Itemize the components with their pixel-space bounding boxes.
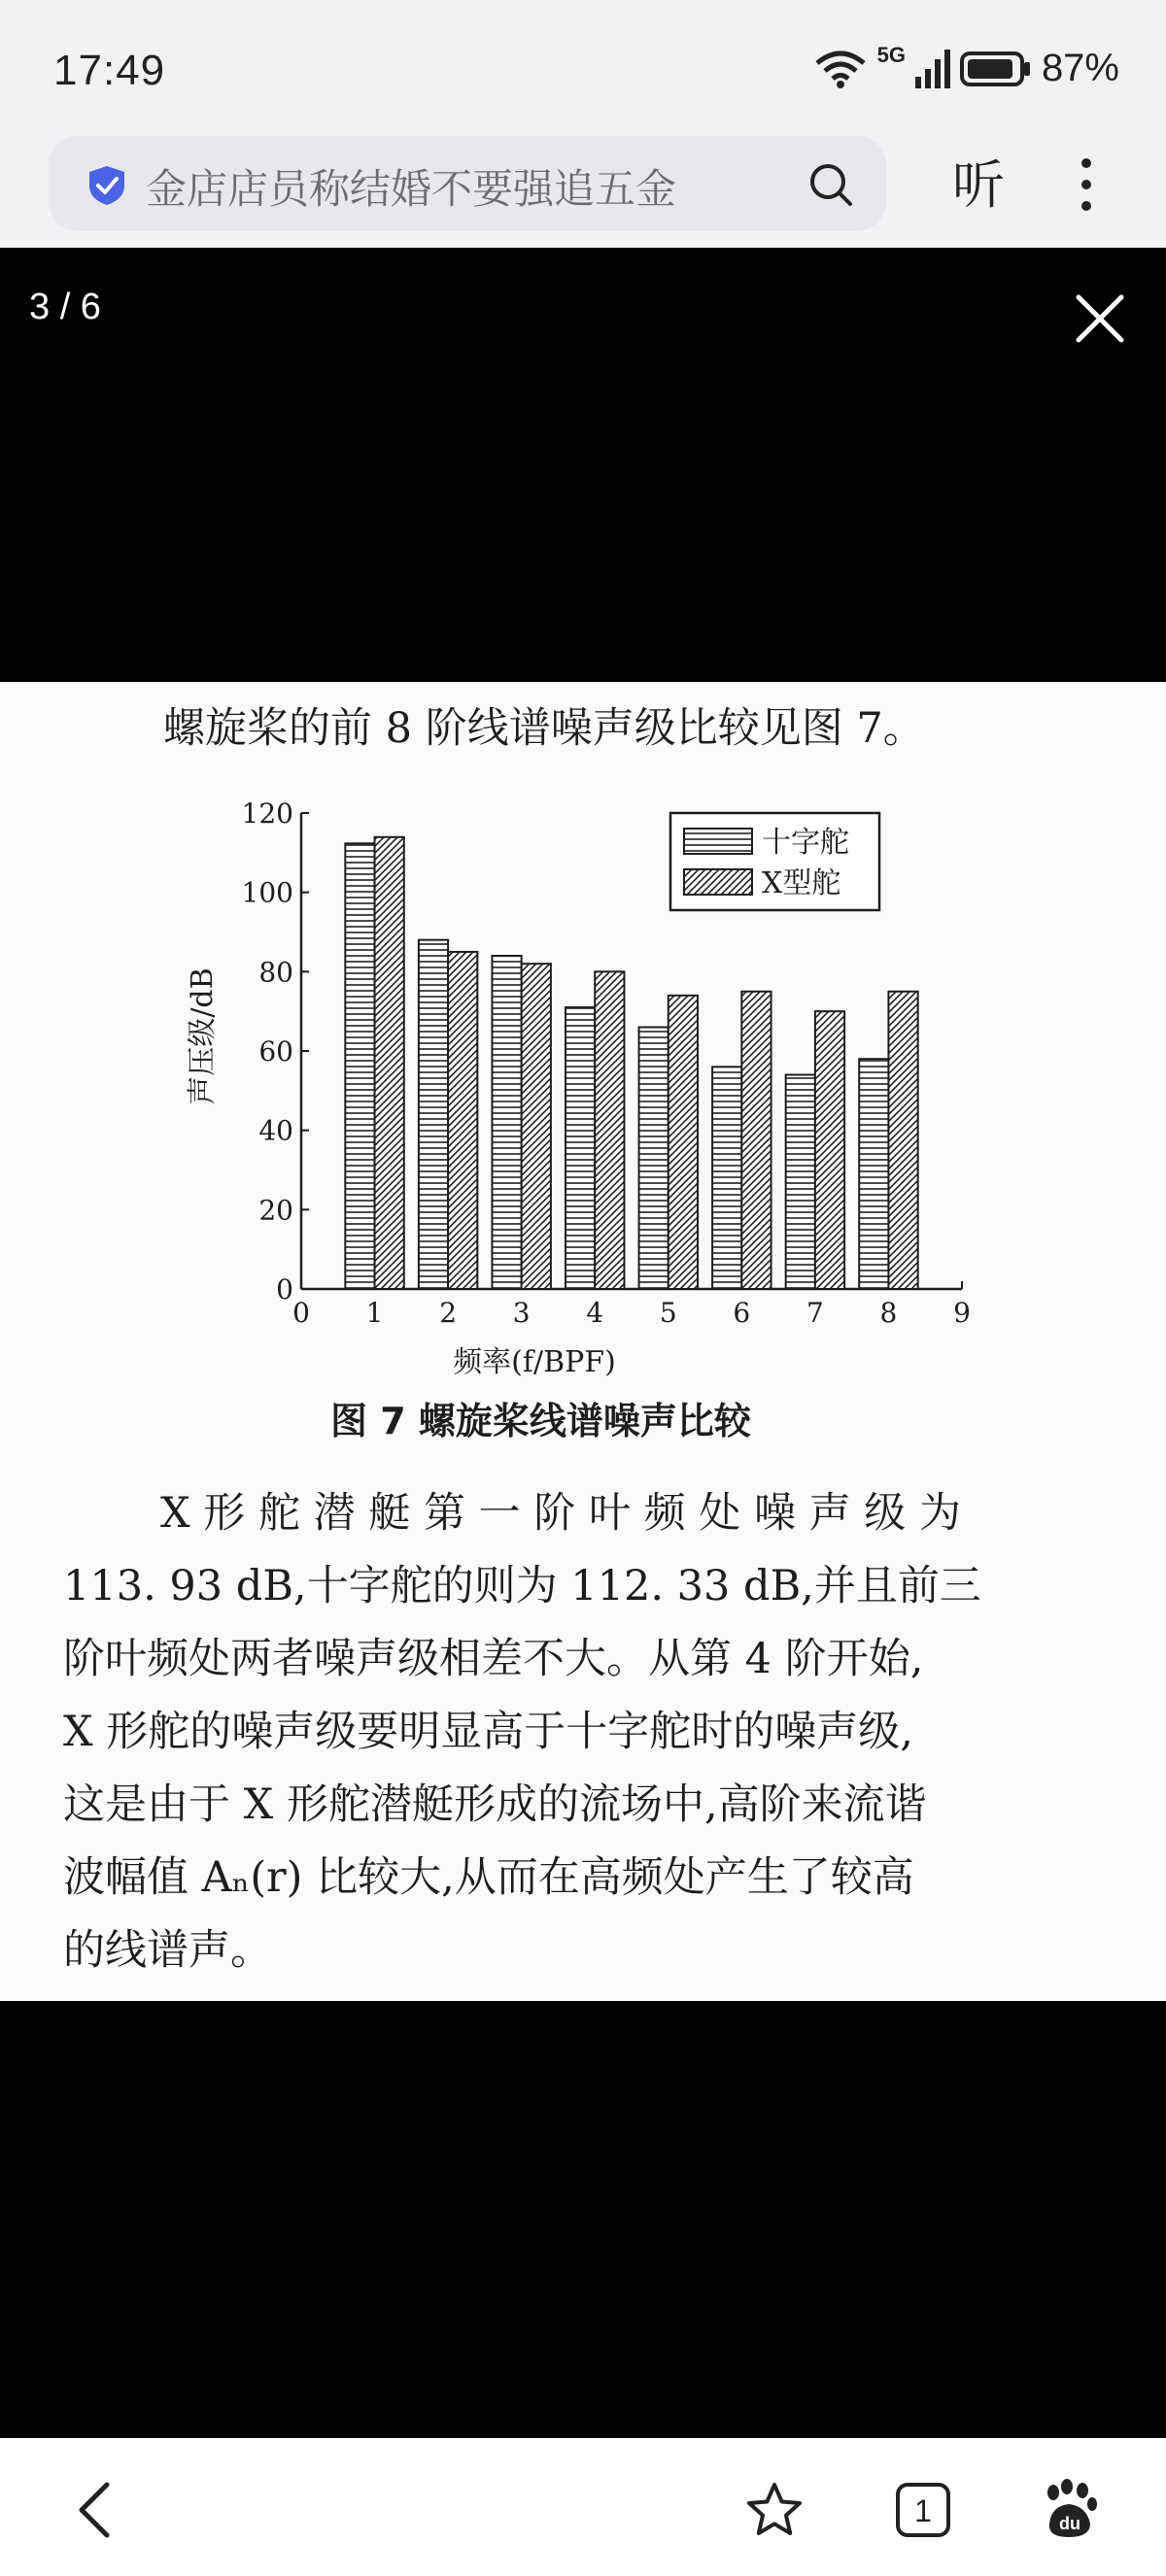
y-tick-label: 40: [258, 1114, 293, 1147]
intro-text: 螺旋桨的前 8 阶线谱噪声级比较见图 7。: [163, 704, 925, 753]
figure-caption: 图 7 螺旋桨线谱噪声比较: [330, 1400, 751, 1442]
shield-check-icon: [86, 164, 128, 207]
bottom-navigation: [0, 2438, 1166, 2576]
x-tick-label: 8: [879, 1297, 898, 1329]
battery-level: 87%: [1041, 47, 1119, 89]
x-tick-label: 1: [365, 1297, 384, 1329]
bar-x-rudder: [741, 992, 771, 1289]
baidu-paw-icon[interactable]: [1038, 2479, 1100, 2541]
bar-cross-rudder: [786, 1075, 815, 1290]
svg-text:du: du: [1059, 2514, 1080, 2533]
document-image: [0, 682, 1166, 2001]
more-options-icon[interactable]: [1079, 155, 1094, 214]
x-tick-label: 4: [586, 1297, 604, 1329]
wifi-icon: [813, 50, 868, 88]
y-tick-label: 80: [258, 956, 293, 989]
bar-chart: [165, 784, 1001, 1386]
bar-cross-rudder: [639, 1028, 669, 1290]
x-tick-label: 5: [659, 1297, 677, 1329]
bar-x-rudder: [815, 1011, 844, 1289]
star-icon[interactable]: [743, 2479, 806, 2541]
search-query[interactable]: 金店店员称结婚不要强追五金: [146, 165, 677, 213]
status-icons: [813, 42, 1119, 90]
bar-cross-rudder: [566, 1007, 595, 1289]
legend-label: 十字舵: [762, 826, 849, 860]
body-line: X 形舵的噪声级要明显高于十字舵时的噪声级,: [63, 1708, 913, 1756]
battery-icon: [960, 50, 1032, 88]
x-tick-label: 6: [733, 1297, 751, 1329]
x-tick-label: 3: [512, 1297, 531, 1329]
bar-cross-rudder: [859, 1059, 888, 1289]
y-tick-label: 100: [241, 876, 293, 909]
legend-label: X型舵: [762, 866, 841, 900]
search-icon[interactable]: [806, 160, 855, 209]
bar-x-rudder: [669, 996, 698, 1289]
status-bar: [0, 0, 1166, 126]
bar-x-rudder: [522, 964, 551, 1289]
x-tick-label: 9: [953, 1297, 971, 1329]
bar-cross-rudder: [419, 940, 448, 1289]
bar-x-rudder: [888, 992, 917, 1289]
body-line: X 形 舵 潜 艇 第 一 阶 叶 频 处 噪 声 级 为: [160, 1489, 961, 1538]
back-icon[interactable]: [66, 2479, 128, 2541]
y-tick-label: 20: [258, 1194, 293, 1227]
x-axis-title: 频率(f/BPF): [453, 1345, 616, 1379]
body-line: 这是由于 X 形舵潜艇形成的流场中,高阶来流谐: [63, 1780, 927, 1829]
bar-cross-rudder: [492, 956, 521, 1289]
top-bar: [0, 0, 1166, 248]
x-tick-label: 2: [439, 1297, 458, 1329]
image-counter: 3 / 6: [29, 287, 101, 327]
y-tick-label: 0: [276, 1273, 293, 1305]
listen-button[interactable]: 听: [952, 154, 1005, 216]
legend-swatch: [684, 829, 752, 854]
bar-x-rudder: [375, 837, 404, 1289]
x-tick-label: 0: [292, 1297, 310, 1329]
bar-cross-rudder: [712, 1067, 741, 1289]
body-line: 113. 93 dB,十字舵的则为 112. 33 dB,并且前三: [63, 1562, 981, 1610]
search-bar[interactable]: [49, 136, 886, 231]
svg-text:1: 1: [914, 2493, 932, 2528]
close-icon[interactable]: [1073, 291, 1127, 346]
legend-swatch: [684, 869, 752, 895]
body-line: 阶叶频处两者噪声级相差不大。从第 4 阶开始,: [63, 1635, 924, 1683]
y-tick-label: 60: [258, 1035, 293, 1068]
body-line: 的线谱声。: [63, 1926, 272, 1975]
bar-cross-rudder: [345, 843, 374, 1289]
bar-x-rudder: [448, 952, 477, 1289]
tabs-icon[interactable]: [892, 2479, 954, 2541]
clock: 17:49: [53, 47, 166, 94]
network-label: 5G: [876, 42, 906, 67]
bar-x-rudder: [595, 971, 624, 1289]
y-axis-title: 声压级/dB: [186, 967, 220, 1105]
x-tick-label: 7: [806, 1297, 824, 1329]
body-line: 波幅值 Aₙ(r) 比较大,从而在高频处产生了较高: [63, 1853, 914, 1902]
signal-icon: [915, 50, 950, 88]
y-tick-label: 120: [241, 797, 293, 830]
